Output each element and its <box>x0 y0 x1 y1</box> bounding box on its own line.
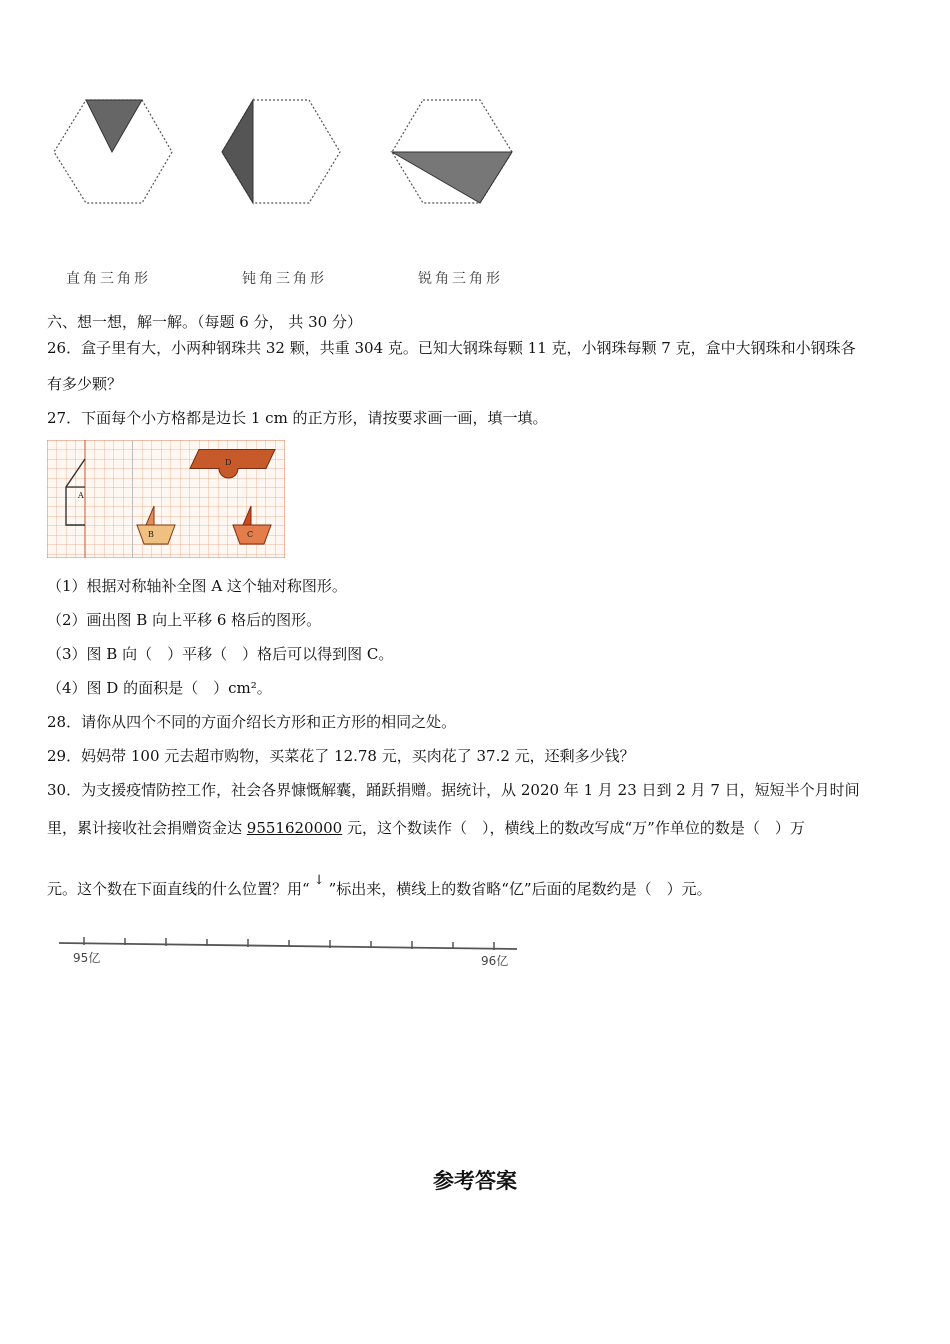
hexagon-obtuse-triangle <box>222 100 340 203</box>
label-acute-triangle: 锐角三角形 <box>418 271 503 287</box>
q26-line1: 26．盒子里有大，小两种钢珠共 32 颗，共重 304 克。已知大钢珠每颗 11 克，小钢珠每颗 7 克，盒中大钢珠和小钢珠各 <box>47 339 856 357</box>
q30-line3-pre: 元。这个数在下面直线的什么位置？用“ <box>47 880 310 898</box>
q27-sub1: （1）根据对称轴补全图 A 这个轴对称图形。 <box>47 577 347 595</box>
q30-line1: 30．为支援疫情防控工作，社会各界慷慨解囊，踊跃捐赠。据统计，从 2020 年 1 月 23 日到 2 月 7 日，短短半个月时间 <box>47 781 860 799</box>
figure-b-label: B <box>148 530 154 539</box>
q27-text: 27．下面每个小方格都是边长 1 cm 的正方形，请按要求画一画，填一填。 <box>47 409 548 427</box>
q30-line2 <box>47 817 805 838</box>
section-heading: 六、想一想，解一解。（每题 6 分， 共 30 分） <box>47 313 362 331</box>
down-arrow-icon: ↓ <box>313 873 325 888</box>
q30-line2-post: 元，这个数读作（ ），横线上的数改写成“万”作单位的数是（ ）万 <box>342 819 805 837</box>
q30-line2-pre: 里，累计接收社会捐赠资金达 <box>47 819 247 837</box>
hexagon-right-triangle <box>54 100 172 203</box>
axis-start-label: 95亿 <box>73 951 101 965</box>
figure-a-label: A <box>78 491 84 500</box>
grid-figure <box>47 440 285 558</box>
q27-sub3: （3）图 B 向（ ）平移（ ）格后可以得到图 C。 <box>47 645 394 663</box>
figure-d-label: D <box>225 458 232 467</box>
donation-amount: 9551620000 <box>246 819 343 837</box>
axis-end-label: 96亿 <box>481 954 509 968</box>
q27-sub2: （2）画出图 B 向上平移 6 格后的图形。 <box>47 611 322 629</box>
q29-text: 29．妈妈带 100 元去超市购物，买菜花了 12.78 元，买肉花了 37.2 元，还剩多少钱？ <box>47 747 635 765</box>
number-line <box>55 930 525 972</box>
q27-sub4: （4）图 D 的面积是（ ）cm²。 <box>47 679 272 697</box>
q30-line3 <box>47 873 712 899</box>
q26-line2: 有多少颗？ <box>47 375 123 393</box>
label-obtuse-triangle: 钝角三角形 <box>242 271 327 287</box>
answer-title: 参考答案 <box>433 1169 517 1193</box>
hexagon-figures <box>40 90 540 215</box>
hexagon-acute-triangle <box>392 100 512 203</box>
label-right-triangle: 直角三角形 <box>66 271 151 287</box>
figure-c-label: C <box>247 530 254 539</box>
q28-text: 28．请你从四个不同的方面介绍长方形和正方形的相同之处。 <box>47 713 457 731</box>
q30-line3-post: ”标出来，横线上的数省略“亿”后面的尾数约是（ ）元。 <box>328 880 712 898</box>
